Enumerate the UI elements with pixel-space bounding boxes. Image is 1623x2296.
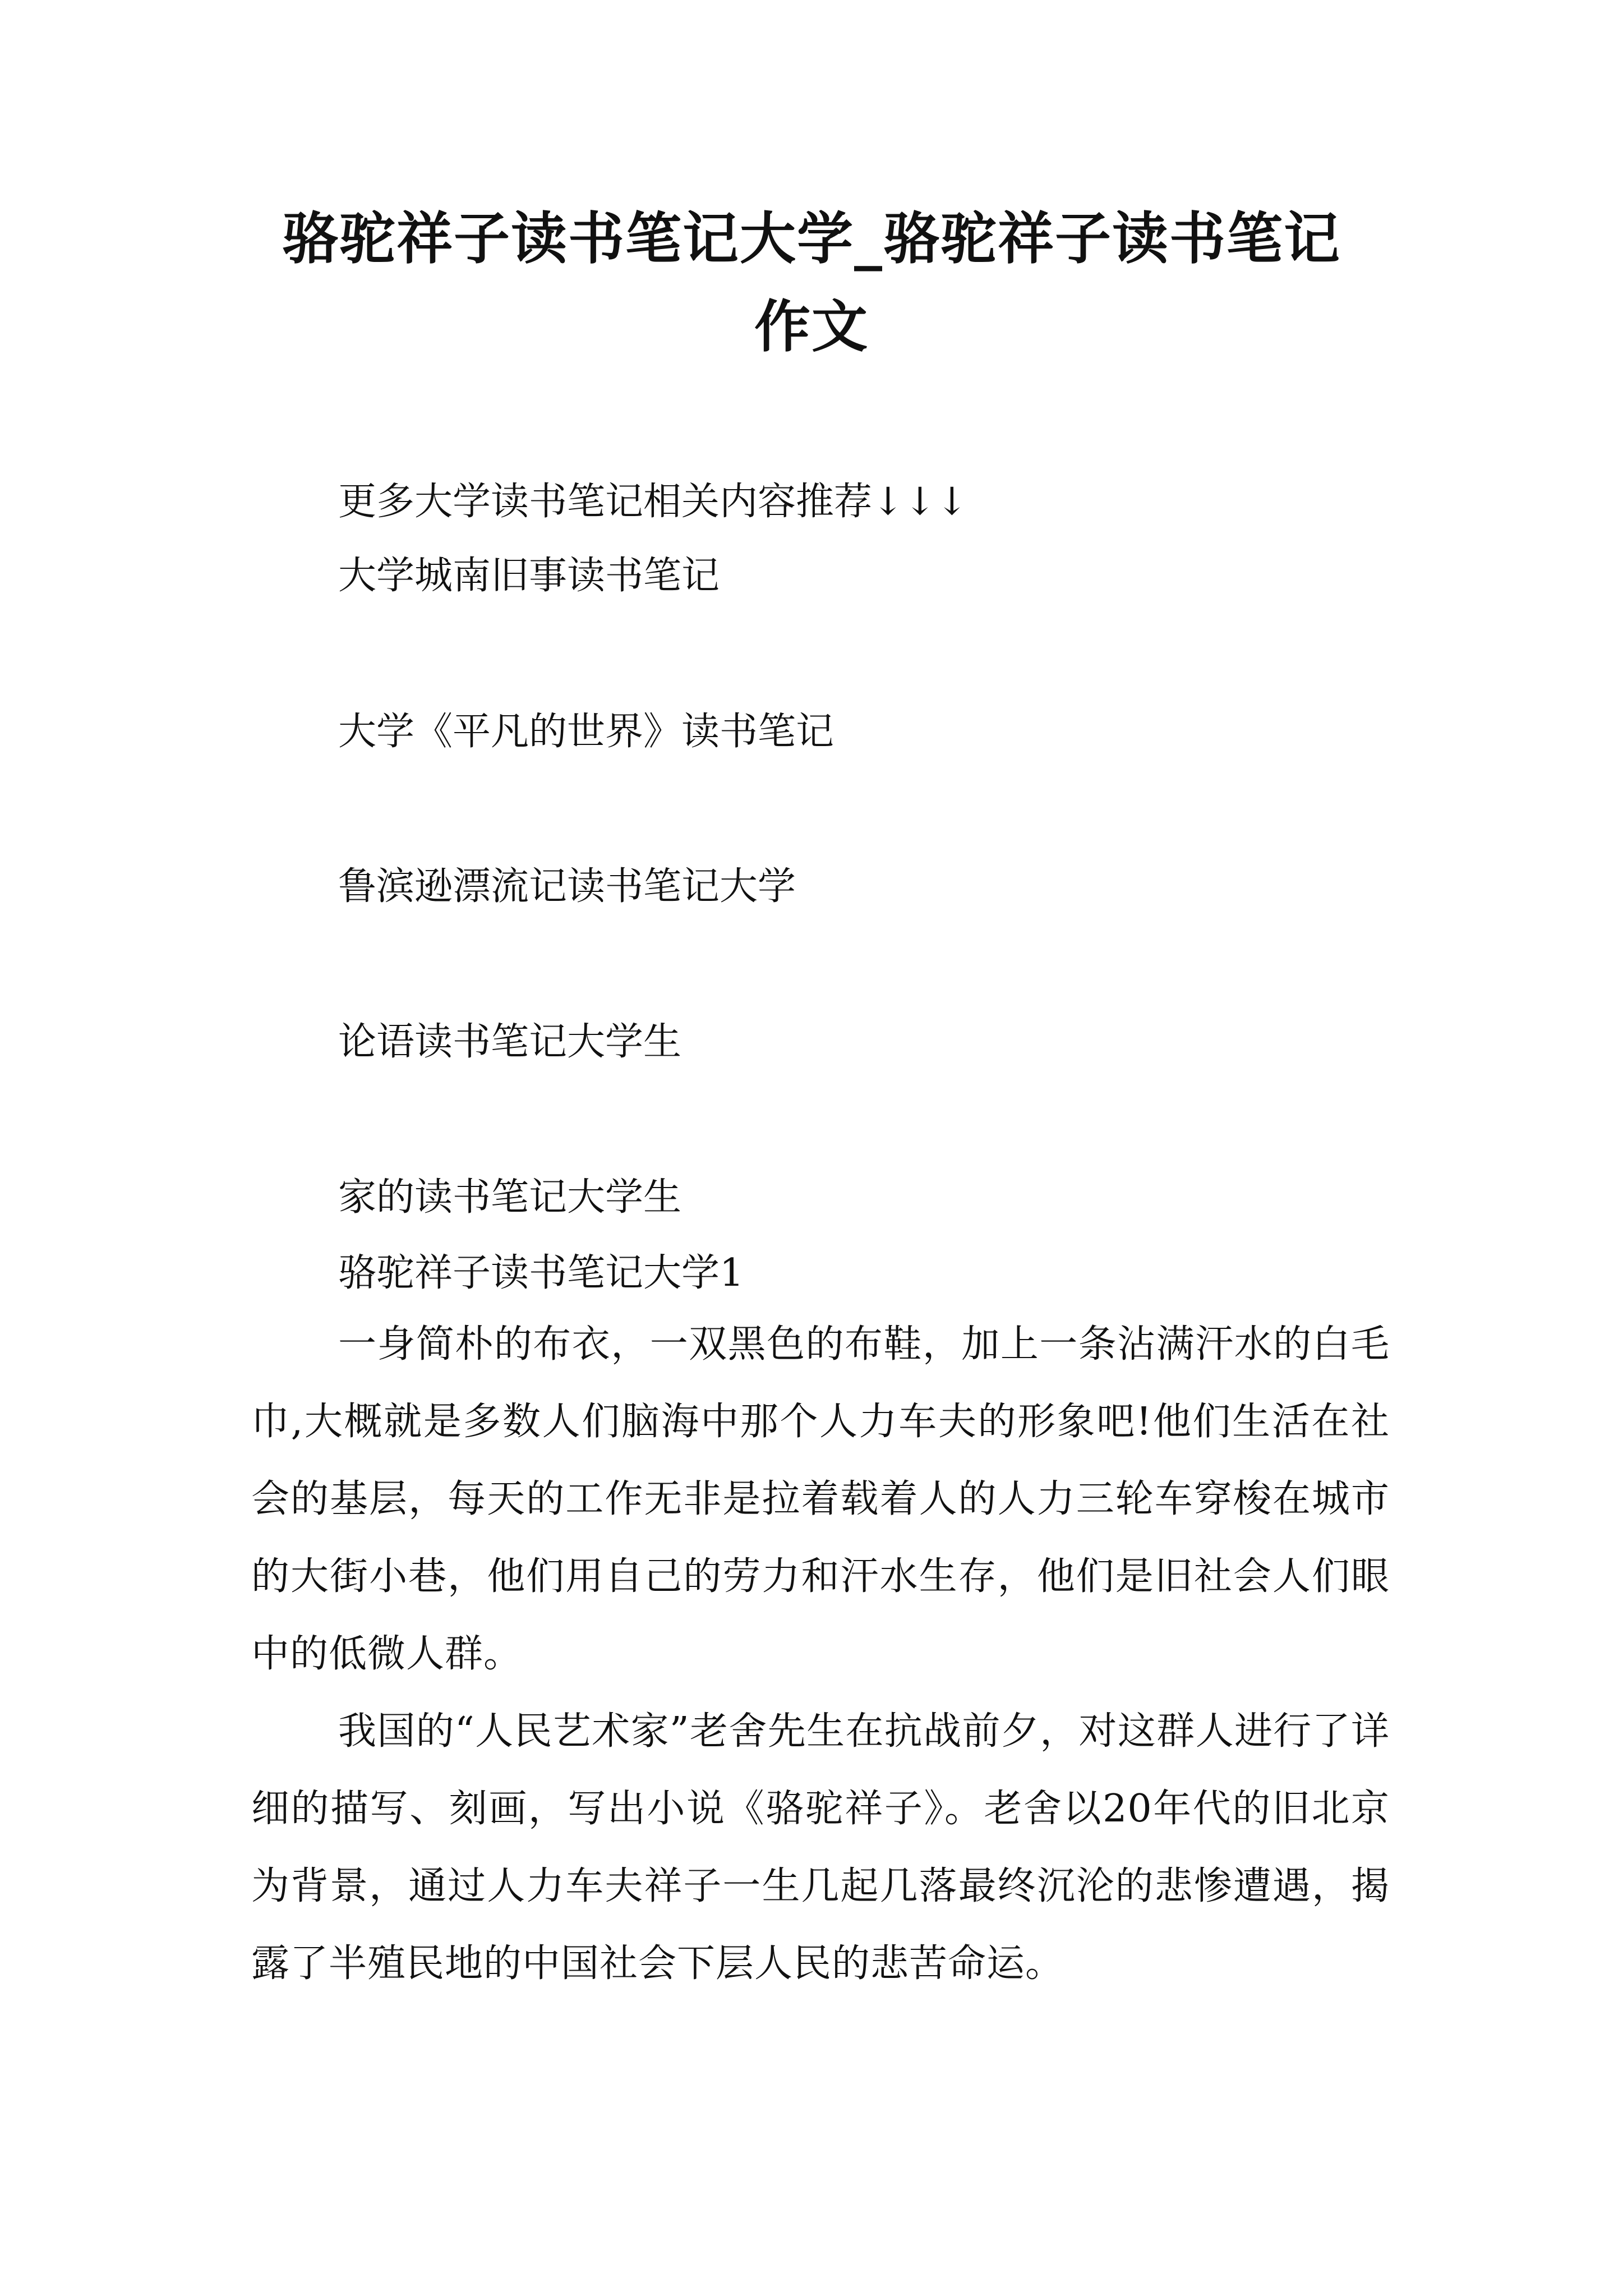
recommend-link-5[interactable]: 家的读书笔记大学生	[338, 1175, 682, 1220]
recommend-link-1[interactable]: 大学城南旧事读书笔记	[338, 554, 720, 598]
body-paragraph-1: 一身简朴的布衣，一双黑色的布鞋，加上一条沾满汗水的白毛巾,大概就是多数人们脑海中那个人力车夫的形象吧!他们生活在社会的基层，每天的工作无非是拉着载着人的人力三轮车穿梭在城市的大街小巷，他们用自己的劳力和汗水生存，他们是旧社会人们眼中的低微人群。	[251, 1322, 1390, 1676]
recommend-link-3[interactable]: 鲁滨逊漂流记读书笔记大学	[338, 864, 796, 909]
section-heading: 骆驼祥子读书笔记大学1	[338, 1251, 744, 1295]
recommend-header: 更多大学读书笔记相关内容推荐↓↓↓	[338, 480, 968, 524]
document-title-line-2: 作文	[754, 293, 869, 360]
recommend-link-4[interactable]: 论语读书笔记大学生	[338, 1020, 682, 1064]
recommend-link-2[interactable]: 大学《平凡的世界》读书笔记	[338, 710, 834, 754]
document-title-line-1: 骆驼祥子读书笔记大学_骆驼祥子读书笔记	[282, 205, 1341, 272]
body-paragraph-2: 我国的“人民艺术家”老舍先生在抗战前夕，对这群人进行了详细的描写、刻画，写出小说《骆驼祥子》。老舍以20年代的旧北京为背景，通过人力车夫祥子一生几起几落最终沉沦的悲惨遭遇，揭露了半殖民地的中国社会下层人民的悲苦命运。	[251, 1709, 1390, 1986]
